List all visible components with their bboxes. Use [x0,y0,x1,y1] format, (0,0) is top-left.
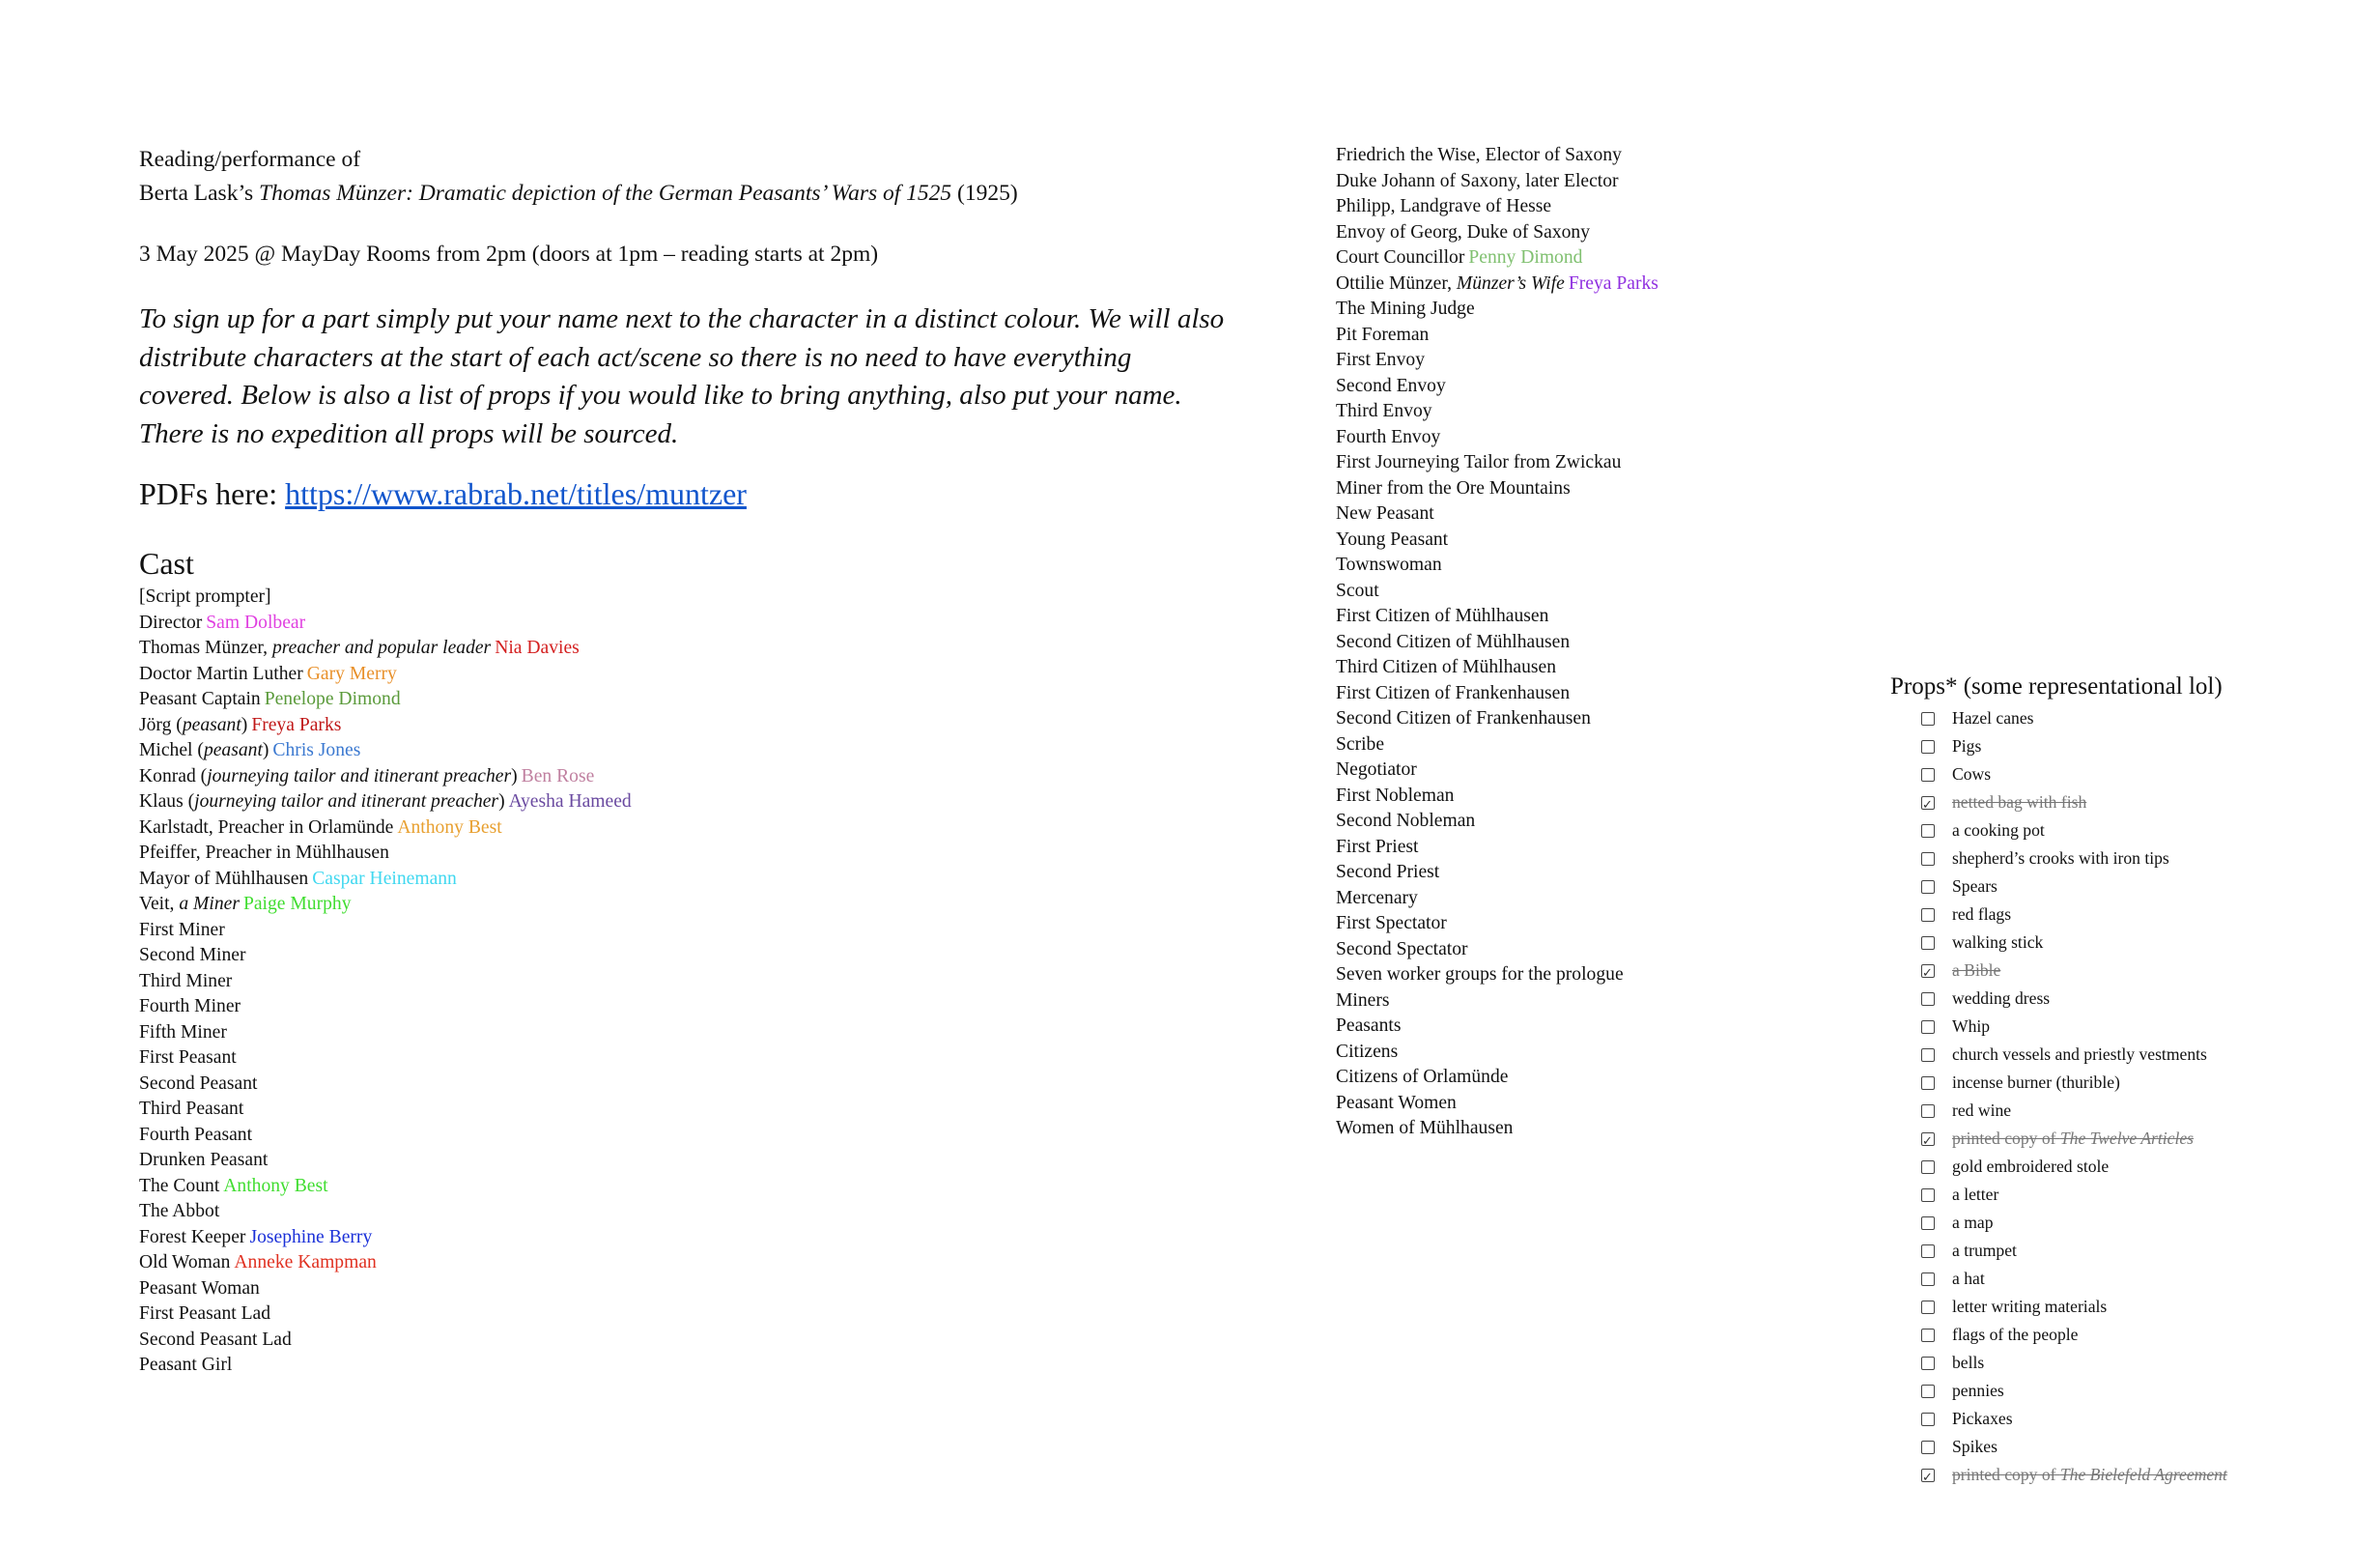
cast-role-row [139,841,1231,867]
cast-role-row [139,611,1231,637]
prop-label [1952,1237,2017,1265]
prop-checkbox[interactable] [1921,1385,1935,1398]
role-name: Second Miner [139,945,246,966]
role-name: Drunken Peasant [139,1150,269,1171]
role-name: Peasant Woman [139,1277,260,1299]
cast-heading: Cast [139,546,194,582]
prop-label [1952,1461,2227,1489]
prop-label [1952,1013,1990,1041]
prop-checkbox[interactable] [1921,1104,1935,1118]
actor-name: Freya Parks [1568,272,1658,294]
prop-checkbox[interactable] [1921,712,1935,726]
cast-role-row [139,1301,1231,1328]
actor-name: Freya Parks [251,714,342,735]
cast-role-row [139,636,1231,662]
cast-role-row [139,1174,1231,1200]
prop-label [1952,1321,2078,1349]
prop-checkbox[interactable] [1921,824,1935,838]
role-close: ) [498,791,505,813]
cast-role-row [1336,1040,1954,1066]
prop-label-text: bells [1952,1353,1985,1372]
cast-role-row [1336,528,1954,554]
prop-item [1921,760,2364,788]
actor-name: Ben Rose [521,765,595,786]
role-name: Peasant Women [1336,1092,1457,1113]
prop-label-text: a map [1952,1213,1994,1232]
prop-checkbox[interactable] [1921,768,1935,782]
prop-checkbox[interactable] [1921,740,1935,754]
role-description: journeying tailor and itinerant preacher [207,765,512,786]
role-name: Citizens [1336,1041,1399,1062]
prop-label-text: letter writing materials [1952,1297,2108,1316]
role-name: Scout [1336,580,1379,601]
prop-label-text: shepherd’s crooks with iron tips [1952,848,2169,868]
prop-checkbox[interactable] [1921,1301,1935,1314]
cast-role-row [1336,911,1954,937]
actor-name: Josephine Berry [249,1226,373,1247]
prop-checkbox[interactable] [1921,1441,1935,1454]
cast-role-row [1336,886,1954,912]
cast-role-row [1336,297,1954,323]
cast-role-row [1336,706,1954,732]
cast-role-row [1336,962,1954,988]
cast-role-row [1336,425,1954,451]
role-name: [Script prompter] [139,586,271,608]
prop-label [1952,1181,1998,1209]
role-description: Münzer’s Wife [1456,272,1565,294]
prop-label-text: Pickaxes [1952,1409,2013,1428]
actor-name: Anneke Kampman [234,1252,377,1273]
cast-role-row [1336,450,1954,476]
prop-item [1921,732,2364,760]
role-name: Women of Mühlhausen [1336,1118,1514,1138]
role-name: Peasant Girl [139,1355,233,1376]
role-name: Second Citizen of Frankenhausen [1336,708,1591,729]
prop-label [1952,1041,2207,1069]
role-name: Envoy of Georg, Duke of Saxony [1336,221,1591,243]
cast-role-row [139,1353,1231,1379]
cast-role-row [139,1276,1231,1302]
role-name: Director [139,612,203,633]
actor-name: Penny Dimond [1468,247,1583,268]
role-name: Jörg ( [139,714,183,735]
actor-name: Caspar Heinemann [312,868,457,889]
role-name: Doctor Martin Luther [139,663,303,684]
role-name: Forest Keeper [139,1226,246,1247]
role-name: Peasants [1336,1015,1402,1036]
role-name: Klaus ( [139,791,195,813]
prop-item [1921,1377,2364,1405]
role-name: First Journeying Tailor from Zwickau [1336,452,1622,472]
prop-label-text: walking stick [1952,932,2044,952]
role-name: Third Citizen of Mühlhausen [1336,657,1557,677]
pdf-line [139,472,1231,515]
role-name: First Envoy [1336,350,1425,370]
prop-label [1952,901,2011,929]
cast-role-row [139,1072,1231,1098]
cast-role-row [1336,758,1954,784]
cast-list-right [1336,143,1954,1142]
prop-label-text: wedding dress [1952,988,2051,1008]
cast-role-row [139,1225,1231,1251]
role-name: Miner from the Ore Mountains [1336,477,1571,499]
actor-name: Chris Jones [272,740,361,761]
cast-role-row [1336,630,1954,656]
prop-item [1921,957,2364,985]
cast-role-row [139,815,1231,842]
actor-name: Ayesha Hameed [508,791,632,813]
role-name: The Abbot [139,1201,220,1222]
prop-title: The Bielefeld Agreement [2059,1465,2227,1484]
prop-checkbox[interactable] [1921,992,1935,1006]
prop-label [1952,1153,2109,1181]
prop-item [1921,872,2364,901]
cast-role-row [1336,835,1954,861]
cast-role-row [139,1020,1231,1046]
cast-role-row [139,687,1231,713]
role-name: Ottilie Münzer, [1336,272,1457,294]
prop-checkbox[interactable] [1921,1048,1935,1062]
cast-role-row [139,789,1231,815]
prop-label [1952,732,1981,760]
props-section [1890,670,2364,1489]
role-name: New Peasant [1336,503,1434,524]
cast-role-row [1336,988,1954,1015]
role-close: ) [241,714,248,735]
cast-role-row [1336,784,1954,810]
cast-role-row [139,662,1231,688]
prop-checkbox[interactable] [1921,1160,1935,1174]
role-name: Fifth Miner [139,1021,227,1043]
pdf-label: PDFs here: [139,476,286,512]
actor-name: Gary Merry [306,663,397,684]
role-name: Michel ( [139,740,204,761]
prop-label-text: gold embroidered stole [1952,1157,2110,1176]
signup-instructions: To sign up for a part simply put your name next to the character in a distinct colour. We will also distribute characters at the start of each act/scene so there is no need to have everything covered. Below is also a list of props if you would like to bring anything, also put your name. There is no expedition all props will be sourced. [139,303,1225,449]
cast-role-row [139,867,1231,893]
prop-checkbox[interactable] [1921,1188,1935,1202]
role-name: Second Peasant [139,1072,258,1094]
role-name: Friedrich the Wise, Elector of Saxony [1336,145,1622,165]
prop-checkbox[interactable] [1921,1413,1935,1426]
actor-name: Paige Murphy [242,894,352,915]
prop-label [1952,1293,2107,1321]
prop-label [1952,760,1991,788]
event-title-line: Reading/performance of [139,147,361,172]
role-name: Old Woman [139,1252,231,1273]
cast-role-row [1336,169,1954,195]
role-name: First Miner [139,919,225,940]
role-name: Third Envoy [1336,401,1432,421]
cast-role-row [1336,655,1954,681]
role-name: Second Envoy [1336,375,1446,396]
prop-label-text: Spears [1952,876,1998,896]
cast-role-row [1336,323,1954,349]
prop-label-text: church vessels and priestly vestments [1952,1044,2207,1064]
prop-item [1921,1293,2364,1321]
prop-item [1921,1209,2364,1237]
actor-name: Nia Davies [495,638,580,659]
role-name: Mercenary [1336,887,1418,908]
role-description: journeying tailor and itinerant preacher [194,791,499,813]
prop-item [1921,1321,2364,1349]
role-close: ) [262,740,269,761]
role-name: Fourth Miner [139,996,241,1017]
role-description: a Miner [179,894,240,915]
cast-list-left [139,585,1231,1379]
cast-role-row [1336,501,1954,528]
role-name: Young Peasant [1336,529,1449,550]
prop-label [1952,1405,2013,1433]
prop-item [1921,1013,2364,1041]
role-name: First Citizen of Frankenhausen [1336,682,1571,703]
role-name: Peasant Captain [139,689,261,710]
role-description: preacher and popular leader [271,638,492,659]
cast-role-row [1336,194,1954,220]
prop-item [1921,816,2364,844]
cast-role-row [139,994,1231,1020]
prop-label-text: printed copy of [1952,1129,2060,1148]
cast-role-row [139,1045,1231,1072]
actor-name: Anthony Best [223,1175,328,1196]
prop-label [1952,1097,2011,1125]
role-name: Third Miner [139,970,233,991]
cast-role-row [139,1328,1231,1354]
prop-label-text: a hat [1952,1269,1985,1288]
prop-label [1952,788,2086,816]
cast-role-row [1336,374,1954,400]
cast-role-row [1336,220,1954,246]
role-name: First Citizen of Mühlhausen [1336,606,1549,626]
prop-label [1952,957,2000,985]
cast-role-row [139,585,1231,611]
role-name: First Peasant Lad [139,1303,271,1325]
prop-checkbox[interactable] [1921,908,1935,922]
cast-role-row [1336,399,1954,425]
prop-checkbox[interactable] [1921,1216,1935,1230]
prop-item [1921,1349,2364,1377]
prop-label-text: a cooking pot [1952,820,2045,840]
cast-role-row [1336,860,1954,886]
prop-label-text: Whip [1952,1016,1991,1036]
role-name: Philipp, Landgrave of Hesse [1336,196,1552,216]
role-name: Duke Johann of Saxony, later Elector [1336,170,1619,191]
role-name: First Spectator [1336,913,1447,933]
prop-checkbox[interactable] [1921,852,1935,866]
play-year: (1925) [951,181,1018,206]
role-name: Second Peasant Lad [139,1329,292,1350]
role-name: Second Spectator [1336,938,1468,959]
actor-name: Anthony Best [397,816,502,838]
prop-item [1921,1405,2364,1433]
prop-item [1921,1153,2364,1181]
prop-label-text: Hazel canes [1952,708,2034,728]
cast-role-row [139,918,1231,944]
cast-role-row [1336,1116,1954,1142]
cast-role-row [1336,553,1954,579]
left-column [139,143,1231,1379]
role-name: The Mining Judge [1336,299,1475,319]
prop-item [1921,1125,2364,1153]
prop-item [1921,1237,2364,1265]
role-name: The Count [139,1175,220,1196]
prop-label [1952,844,2169,872]
prop-checkbox[interactable] [1921,1132,1935,1146]
prop-label [1952,1265,1985,1293]
prop-checkbox[interactable] [1921,1076,1935,1090]
role-close: ) [511,765,518,786]
role-description: peasant [203,740,263,761]
cast-role-row [139,892,1231,918]
prop-item [1921,704,2364,732]
prop-item [1921,1265,2364,1293]
cast-role-row [1336,1091,1954,1117]
cast-role-row [139,1148,1231,1174]
role-name: Seven worker groups for the prologue [1336,964,1624,985]
prop-label [1952,1069,2120,1097]
cast-role-row [1336,245,1954,272]
role-name: Pit Foreman [1336,324,1430,345]
prop-checkbox[interactable] [1921,1272,1935,1286]
cast-role-row [1336,604,1954,630]
role-name: First Nobleman [1336,785,1455,806]
prop-label [1952,816,2045,844]
prop-checkbox[interactable] [1921,1020,1935,1034]
role-name: Thomas Münzer, [139,638,272,659]
prop-checkbox[interactable] [1921,1357,1935,1370]
prop-checkbox[interactable] [1921,1244,1935,1258]
prop-label-text: red wine [1952,1101,2012,1120]
pdf-link[interactable]: https://www.rabrab.net/titles/muntzer [285,476,747,512]
role-name: Fourth Envoy [1336,426,1441,447]
role-name: Third Peasant [139,1099,244,1120]
role-name: Karlstadt, Preacher in Orlamünde [139,816,394,838]
event-date-line: 3 May 2025 @ MayDay Rooms from 2pm (doors at 1pm – reading starts at 2pm) [139,242,879,267]
prop-label-text: a trumpet [1952,1241,2017,1260]
prop-label-text: flags of the people [1952,1325,2079,1344]
prop-item [1921,1041,2364,1069]
prop-item [1921,1069,2364,1097]
cast-role-row [139,1199,1231,1225]
prop-label-text: netted bag with fish [1952,792,2087,812]
prop-label [1952,1125,2194,1153]
play-title: Thomas Münzer: Dramatic depiction of the German Peasants’ Wars of 1525 [259,181,952,206]
prop-label-text: Spikes [1952,1437,1998,1456]
role-name: Veit, [139,894,180,915]
role-name: First Priest [1336,836,1419,857]
role-name: Citizens of Orlamünde [1336,1067,1509,1087]
cast-role-row [1336,681,1954,707]
role-name: Scribe [1336,733,1385,755]
prop-label [1952,1377,2004,1405]
role-name: First Peasant [139,1047,237,1069]
role-name: Fourth Peasant [139,1124,253,1145]
role-name: Townswoman [1336,555,1442,575]
prop-label [1952,985,2050,1013]
author-prefix: Berta Lask’s [139,181,259,206]
prop-item [1921,844,2364,872]
prop-title: The Twelve Articles [2059,1129,2195,1148]
role-name: Second Nobleman [1336,811,1476,831]
prop-label-text: red flags [1952,904,2012,924]
cast-role-row [1336,476,1954,502]
cast-role-row [1336,937,1954,963]
role-name: Negotiator [1336,759,1417,780]
cast-role-row [1336,579,1954,605]
prop-item [1921,1097,2364,1125]
cast-role-row [139,1123,1231,1149]
cast-role-row [1336,348,1954,374]
cast-role-row [139,969,1231,995]
cast-role-row [1336,1065,1954,1091]
cast-role-row [139,713,1231,739]
prop-label-text: a Bible [1952,960,2001,980]
prop-label [1952,704,2034,732]
prop-item [1921,1461,2364,1489]
prop-checkbox[interactable] [1921,964,1935,978]
prop-item [1921,929,2364,957]
role-name: Mayor of Mühlhausen [139,868,309,889]
prop-item [1921,1181,2364,1209]
prop-label [1952,1433,1998,1461]
prop-label-text: Cows [1952,764,1992,784]
play-title-line [139,177,1231,211]
cast-role-row [139,738,1231,764]
cast-role-row [1336,732,1954,758]
role-name: Miners [1336,989,1390,1011]
role-name: Konrad ( [139,765,208,786]
prop-checkbox[interactable] [1921,936,1935,950]
prop-item [1921,788,2364,816]
cast-role-row [1336,143,1954,169]
cast-role-row [139,764,1231,790]
cast-role-row [139,1097,1231,1123]
prop-label-text: incense burner (thurible) [1952,1072,2120,1092]
cast-role-row [139,1250,1231,1276]
prop-label-text: printed copy of [1952,1465,2060,1484]
prop-checkbox[interactable] [1921,1329,1935,1342]
prop-label [1952,1209,1994,1237]
prop-item [1921,1433,2364,1461]
prop-item [1921,901,2364,929]
cast-role-row [1336,809,1954,835]
prop-checkbox[interactable] [1921,796,1935,810]
role-name: Court Councillor [1336,247,1465,268]
prop-label-text: pennies [1952,1381,2004,1400]
actor-name: Sam Dolbear [206,612,306,633]
prop-checkbox[interactable] [1921,1469,1935,1482]
props-heading: Props* (some representational lol) [1890,673,2223,700]
prop-label-text: Pigs [1952,736,1982,756]
middle-column [1336,143,1954,1142]
prop-checkbox[interactable] [1921,880,1935,894]
cast-role-row [1336,272,1954,298]
prop-item [1921,985,2364,1013]
prop-label [1952,1349,1984,1377]
prop-label-text: a letter [1952,1185,1999,1204]
actor-name: Penelope Dimond [264,689,401,710]
role-name: Second Citizen of Mühlhausen [1336,631,1571,652]
role-description: peasant [182,714,241,735]
role-name: Second Priest [1336,862,1440,882]
prop-label [1952,929,2043,957]
cast-role-row [1336,1014,1954,1040]
prop-label [1952,872,1998,901]
cast-role-row [139,943,1231,969]
role-name: Pfeiffer, Preacher in Mühlhausen [139,843,389,864]
props-list [1921,704,2364,1489]
